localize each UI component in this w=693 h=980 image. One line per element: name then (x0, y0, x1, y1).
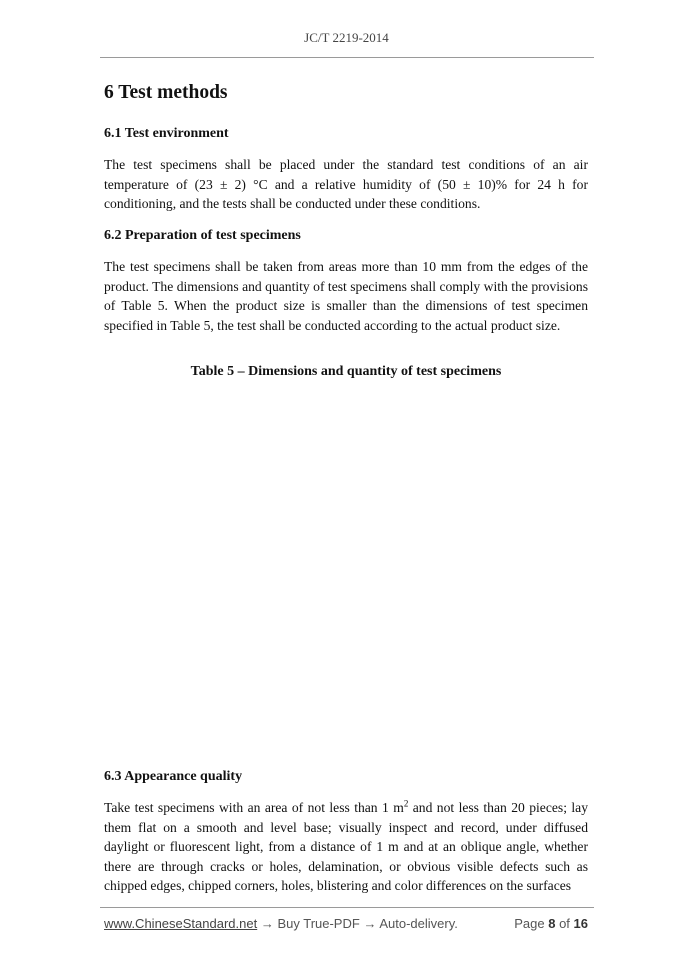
paragraph-6-2 (104, 257, 588, 335)
arrow-right-icon: → (260, 916, 274, 931)
page-current: 8 (548, 916, 556, 931)
paragraph-6-3-text (104, 798, 588, 896)
subsection-heading-6-2: 6.2 Preparation of test specimens (104, 228, 301, 243)
page-label: Page (514, 916, 545, 931)
table-caption: Table 5 – Dimensions and quantity of test specimens (190, 364, 502, 379)
section-title: 6 Test methods (104, 82, 228, 103)
footer-divider (100, 907, 594, 908)
paragraph-6-2-text: The test specimens shall be taken from areas more than 10 mm from the edges of the product. The dimensions and quantity of test specimens shall comply with the provisions of Table 5. When the product size is smaller than the dimensions of test specimen specified in Table 5, the test shall be conducted according to the actual product size. (104, 259, 588, 333)
page-total: 16 (573, 916, 588, 931)
superscript: 2 (403, 798, 409, 809)
paragraph-6-3 (104, 798, 588, 896)
paragraph-6-3-part1: Take test specimens with an area of not less than 1 m (104, 800, 404, 815)
table-placeholder-area (104, 392, 588, 760)
page-of: of (559, 916, 570, 931)
buy-true-pdf-text: Buy True-PDF (277, 916, 360, 931)
paragraph-6-1-text: The test specimens shall be placed under the standard test conditions of an air temperature of (23 ± 2) °C and a relative humidity of (50 ± 10)% for 24 h for conditioning, and the tests shall be conducted under these conditions. (104, 157, 588, 212)
page-footer (104, 916, 588, 936)
page-number (514, 916, 588, 931)
auto-delivery-text: Auto-delivery. (379, 916, 458, 931)
running-header: JC/T 2219-2014 (304, 30, 389, 45)
footer-promo (104, 916, 458, 931)
subsection-heading-6-1: 6.1 Test environment (104, 126, 229, 141)
paragraph-6-1 (104, 155, 588, 214)
site-link[interactable]: www.ChineseStandard.net (104, 916, 258, 931)
paragraph-6-3-part2: and not less than 20 pieces; lay them flat on a smooth and level base; visually inspect and record, under diffused daylight or fluorescent light, from a distance of 1 m and at an oblique angle, whether there are through cracks or holes, delamination, or obvious visible defects such as chipped edges, chipped corners, holes, blistering and color differences on the surfaces (104, 800, 588, 894)
subsection-heading-6-3: 6.3 Appearance quality (104, 769, 243, 784)
arrow-right-icon: → (363, 916, 377, 931)
header-divider (100, 57, 594, 58)
